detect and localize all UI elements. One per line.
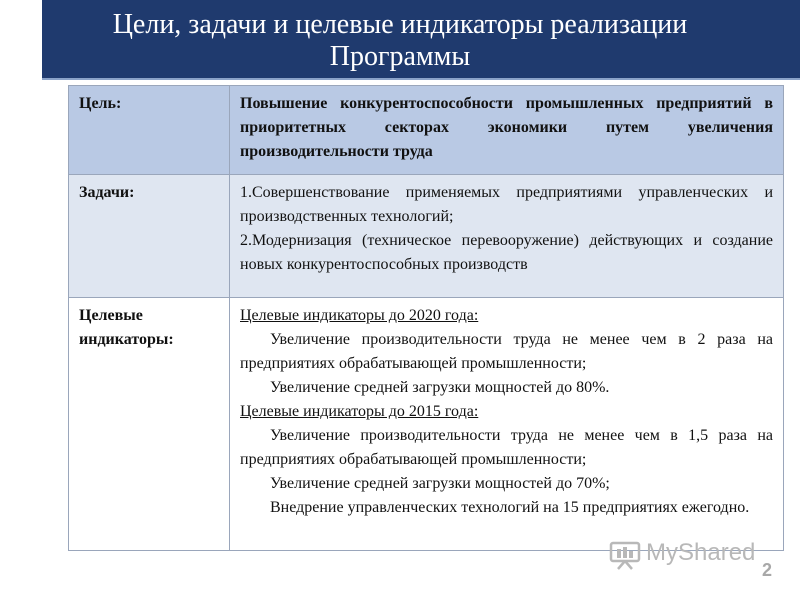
watermark-text: MyShared	[646, 539, 756, 566]
indicator-2015-item-3: Внедрение управленческих технологий на 15 предприятиях ежегодно.	[270, 499, 750, 516]
tasks-content	[230, 175, 784, 298]
tasks-row	[69, 175, 784, 298]
goal-text: Повышение конкурентоспособности промышленных предприятий в приоритетных секторах экономики путем увеличения производительности труда	[230, 86, 784, 175]
myshared-watermark	[608, 535, 758, 575]
indicator-2015-item-1: Увеличение производительности труда не менее чем в 1,5 раза на предприятиях обрабатывающей промышленности;	[240, 427, 773, 468]
indicators-content	[230, 298, 784, 551]
goal-row	[69, 86, 784, 175]
tasks-label: Задачи:	[69, 175, 230, 298]
goals-table	[68, 85, 784, 551]
indicators-label: Целевые индикаторы:	[69, 298, 230, 551]
indicators-2020-heading: Целевые индикаторы до 2020 года:	[240, 307, 479, 324]
task-item-2: 2.Модернизация (техническое перевооружение) действующих и создание новых конкурентоспособных производств	[240, 232, 773, 273]
indicator-2020-item-1: Увеличение производительности труда не менее чем в 2 раза на предприятиях обрабатывающей промышленности;	[240, 331, 773, 372]
goal-label: Цель:	[69, 86, 230, 175]
slide-title	[0, 9, 800, 73]
indicator-2015-item-2: Увеличение средней загрузки мощностей до 70%;	[270, 475, 610, 492]
slide-title-line-1: Цели, задачи и целевые индикаторы реализации	[112, 9, 688, 40]
indicators-row	[69, 298, 784, 551]
indicators-2015-heading: Целевые индикаторы до 2015 года:	[240, 403, 479, 420]
slide-title-line-2: Программы	[329, 41, 471, 72]
indicator-2020-item-2: Увеличение средней загрузки мощностей до 80%.	[270, 379, 610, 396]
page-number: 2	[762, 560, 773, 580]
task-item-1: 1.Совершенствование применяемых предприятиями управленческих и производственных технологий;	[240, 184, 773, 225]
presentation-board-icon	[608, 540, 642, 570]
